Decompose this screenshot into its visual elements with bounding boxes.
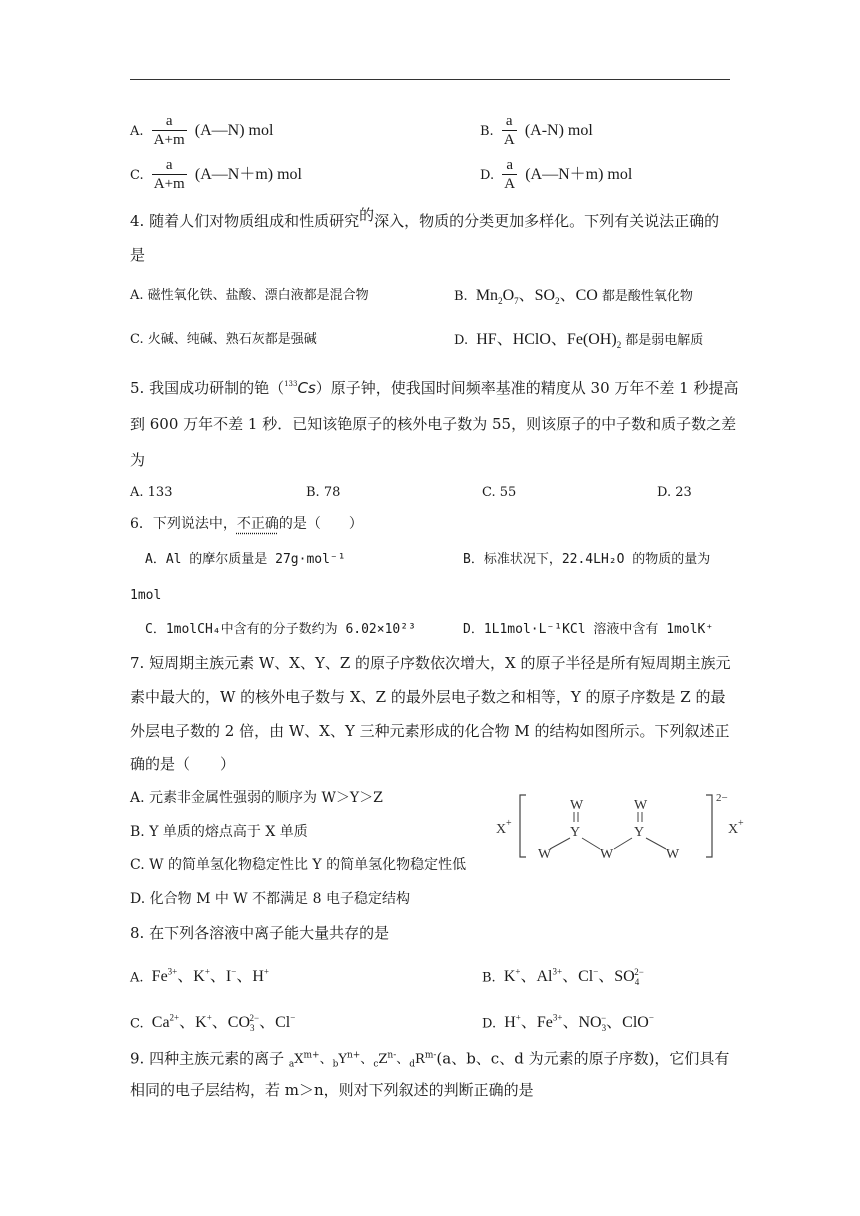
- anion-charge: 2−: [716, 792, 728, 804]
- q7-option-b[interactable]: B. Y 单质的熔点高于 X 单质: [130, 824, 308, 840]
- q3-option-b[interactable]: B. $\frac{a}{A}$ (A-N) mol: [480, 113, 593, 148]
- q6-option-c[interactable]: C．1molCH₄中含有的分子数约为 6.02×10²³: [145, 622, 416, 637]
- fraction: $\frac{a}{A+m}$: [153, 113, 185, 148]
- q5-stem-line2: 到 600 万年不差 1 秒．已知该铯原子的核外电子数为 55，则该原子的中子数和质子数之差: [130, 415, 737, 433]
- q8-stem: 8. 在下列各溶液中离子能大量共存的是: [130, 924, 390, 942]
- q5-option-d[interactable]: D. 23: [657, 485, 692, 500]
- atom-w: W: [600, 847, 614, 862]
- q6-option-a[interactable]: A．Al 的摩尔质量是 27g·mol⁻¹: [145, 552, 346, 567]
- q7-stem-line2: 素中最大的，W 的核外电子数与 X、Z 的最外层电子数之和相等，Y 的原子序数是 Z 的最: [130, 688, 726, 706]
- q4-stem-line2: 是: [130, 246, 146, 264]
- q3-option-c[interactable]: C. $\frac{a}{A+m}$ (A—N＋m) mol: [130, 157, 302, 192]
- atom-w: W: [666, 847, 680, 862]
- cation-left: X: [496, 822, 507, 837]
- q5-option-a[interactable]: A. 133: [130, 485, 173, 500]
- atom-w: W: [634, 798, 648, 813]
- q4-option-b[interactable]: B. $Mn_2O_7$、$SO_2$、CO 都是酸性氧化物: [454, 287, 693, 307]
- q6-option-b-cont: 1mol: [130, 588, 162, 603]
- q6-option-d[interactable]: D．1L1mol·L⁻¹KCl 溶液中含有 1molK⁺: [463, 622, 714, 637]
- q3-option-a[interactable]: A. $\frac{a}{A+m}$ (A—N) mol: [130, 113, 274, 148]
- fraction: $\frac{a}{A}$: [504, 157, 516, 192]
- header-rule: [130, 79, 730, 80]
- q8-option-a[interactable]: A. $Fe^{3+}$、K+、I−、H+: [130, 967, 269, 986]
- cation-right: X: [728, 822, 739, 837]
- q7-option-c[interactable]: C. W 的简单氢化物稳定性比 Y 的简单氢化物稳定性低: [130, 857, 467, 873]
- atom-w: W: [570, 798, 584, 813]
- q7-stem-line3: 外层电子数的 2 倍，由 W、X、Y 三种元素形成的化合物 M 的结构如图所示。下列叙述正: [130, 722, 730, 740]
- q7-option-d[interactable]: D. 化合物 M 中 W 不都满足 8 电子稳定结构: [130, 891, 410, 907]
- q3-option-d[interactable]: D. $\frac{a}{A}$ (A—N＋m) mol: [480, 157, 633, 192]
- q8-option-d[interactable]: D. H+、$Fe^{3+}$、$NO_3^-$、ClO−: [482, 1013, 654, 1034]
- atom-y: Y: [634, 825, 645, 840]
- q8-option-b[interactable]: B. K+、$Al^{3+}$、Cl−、$SO_4^{2-}$: [482, 967, 644, 988]
- q5-stem-line3: 为: [130, 451, 146, 469]
- compound-m-structure: [490, 785, 760, 865]
- q6-option-b[interactable]: B．标准状况下，22.4LH₂O 的物质的量为: [463, 552, 711, 567]
- q7-option-a[interactable]: A. 元素非金属性强弱的顺序为 W＞Y＞Z: [130, 790, 383, 806]
- atom-y: Y: [570, 825, 581, 840]
- bracket-left: [520, 795, 526, 857]
- q8-option-c[interactable]: C. $Ca^{2+}$、K+、$CO_3^{2-}$、Cl−: [130, 1013, 296, 1034]
- q4-option-d[interactable]: D. HF、HClO、$Fe(OH)_2$ 都是弱电解质: [454, 331, 704, 351]
- cation-left-charge: +: [506, 818, 512, 829]
- q9-stem-line2: 相同的电子层结构，若 m＞n，则对下列叙述的判断正确的是: [130, 1081, 534, 1099]
- q4-stem-line1: 4. 随着人们对物质组成和性质研究的深入，物质的分类更加多样化。下列有关说法正确的: [130, 206, 720, 230]
- bracket-right: [706, 795, 712, 857]
- fraction: $\frac{a}{A}$: [503, 113, 515, 148]
- atom-w: W: [538, 847, 552, 862]
- q4-option-a[interactable]: A. 磁性氧化铁、盐酸、漂白液都是混合物: [130, 288, 369, 303]
- q7-stem-line4: 确的是（ ）: [130, 755, 236, 773]
- fraction: $\frac{a}{A+m}$: [153, 157, 185, 192]
- q7-stem-line1: 7. 短周期主族元素 W、X、Y、Z 的原子序数依次增大，X 的原子半径是所有短周期主族元: [130, 654, 731, 672]
- q5-stem-line1: 5. 我国成功研制的铯（$^{133}$Cs）原子钟，使我国时间频率基准的精度从 30 万年不差 1 秒提高: [130, 379, 739, 397]
- q5-option-c[interactable]: C. 55: [482, 485, 517, 500]
- q9-stem-line1: 9. 四种主族元素的离子 $_aX^{m+}$、$_bY^{n+}$、$_cZ^{n-}$、$_dR^{m-}(a$、b、c、d 为元素的原子序数)，它们具有: [130, 1049, 730, 1070]
- emphasis-dots: 不正确: [236, 516, 279, 532]
- q6-stem: 6．下列说法中，不正确的是（ ）: [130, 516, 363, 532]
- q4-option-c[interactable]: C. 火碱、纯碱、熟石灰都是强碱: [130, 332, 317, 347]
- cation-right-charge: +: [738, 818, 744, 829]
- q5-option-b[interactable]: B. 78: [306, 485, 341, 500]
